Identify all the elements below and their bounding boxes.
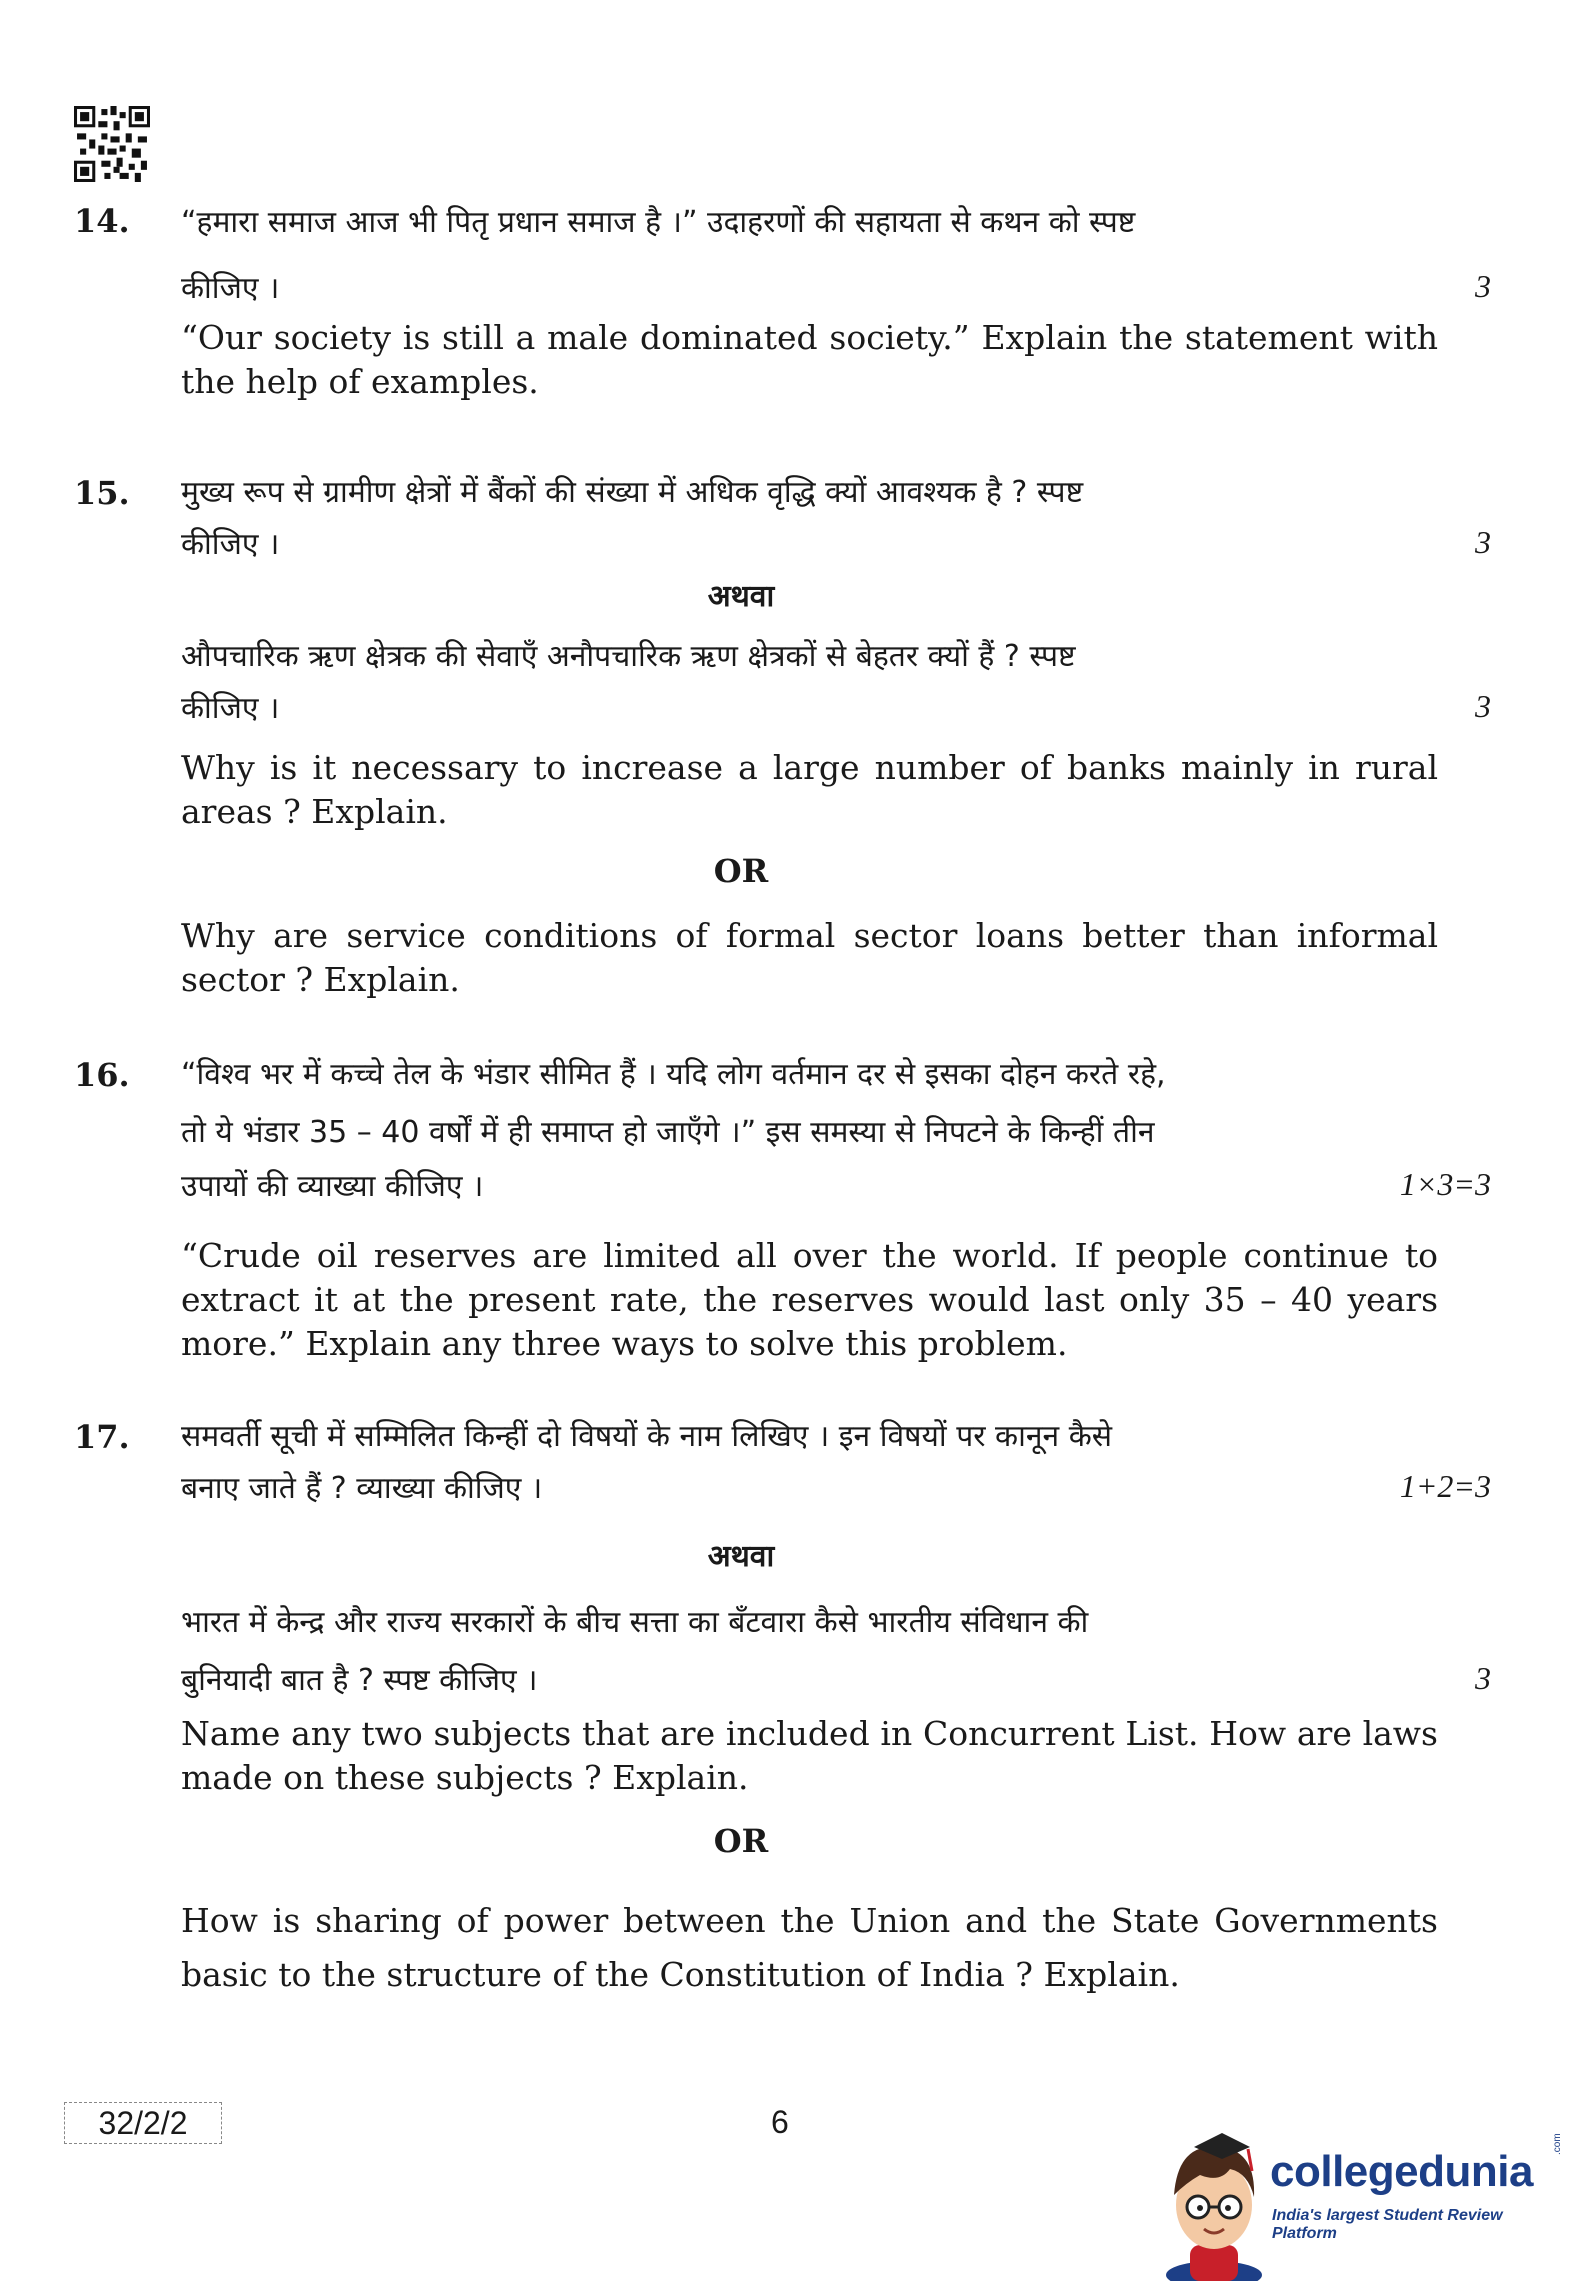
question-hindi-line: “हमारा समाज आज भी पितृ प्रधान समाज है ।” उदाहरणों की सहायता से कथन को स्पष्ट xyxy=(181,205,1136,240)
question-number: 15. xyxy=(74,474,130,512)
question-hindi-line: कीजिए । xyxy=(181,271,280,306)
or-divider: OR xyxy=(713,1822,769,1860)
question-english-text: Why is it necessary to increase a large number of banks mainly in rural areas ? Explain. xyxy=(181,748,1438,831)
or-divider-hindi: अथवा xyxy=(707,1539,775,1574)
question-hindi-line: कीजिए । xyxy=(181,527,280,562)
question-number: 14. xyxy=(74,202,130,240)
question-english-text: “Our society is still a male dominated society.” Explain the statement with the help of examples. xyxy=(181,318,1438,401)
student-mascot-icon xyxy=(1160,2125,1268,2281)
or-divider: OR xyxy=(713,852,769,890)
question-hindi-line: बनाए जाते हैं ? व्याख्या कीजिए । xyxy=(181,1471,543,1506)
marks-label: 3 xyxy=(1475,688,1491,724)
page-number: 6 xyxy=(771,2104,789,2140)
qr-code-icon xyxy=(74,106,150,182)
question-number: 16. xyxy=(74,1056,130,1094)
question-english-text: “Crude oil reserves are limited all over the world. If people continue to extract it at the present rate, the reserves would last only 35 – 40 years more.” Explain any three ways to solve this problem. xyxy=(181,1236,1438,1363)
collegedunia-tagline: India's largest Student Review Platform xyxy=(1272,2207,1503,2242)
question-english-text: Name any two subjects that are included in Concurrent List. How are laws made on these subjects ? Explain. xyxy=(181,1714,1438,1797)
question-hindi-line: “विश्व भर में कच्चे तेल के भंडार सीमित हैं । यदि लोग वर्तमान दर से इसका दोहन करते रहे, xyxy=(181,1057,1166,1092)
question-hindi-line: कीजिए । xyxy=(181,691,280,726)
marks-label: 3 xyxy=(1475,1660,1491,1696)
marks-label: 1×3=3 xyxy=(1399,1166,1491,1202)
question-hindi-line: मुख्य रूप से ग्रामीण क्षेत्रों में बैंकों की संख्या में अधिक वृद्धि क्यों आवश्यक है ? स्पष्ट xyxy=(181,475,1084,510)
paper-code: 32/2/2 xyxy=(98,2105,188,2141)
question-hindi-line: औपचारिक ऋण क्षेत्रक की सेवाएँ अनौपचारिक ऋण क्षेत्रकों से बेहतर क्यों हैं ? स्पष्ट xyxy=(181,639,1076,674)
question-hindi-line: भारत में केन्द्र और राज्य सरकारों के बीच सत्ता का बँटवारा कैसे भारतीय संविधान की xyxy=(181,1605,1089,1640)
marks-label: 3 xyxy=(1475,268,1491,304)
question-number: 17. xyxy=(74,1418,130,1456)
collegedunia-domain-suffix: .com xyxy=(1552,2133,1563,2155)
question-hindi-line: उपायों की व्याख्या कीजिए । xyxy=(181,1169,484,1204)
paper-code-box xyxy=(64,2102,222,2144)
marks-label: 1+2=3 xyxy=(1399,1468,1491,1504)
collegedunia-watermark xyxy=(1160,2125,1571,2281)
question-english-text: How is sharing of power between the Union and the State Governments basic to the structure of the Constitution of India ? Explain. xyxy=(181,1901,1438,1994)
question-hindi-line: समवर्ती सूची में सम्मिलित किन्हीं दो विषयों के नाम लिखिए । इन विषयों पर कानून कैसे xyxy=(181,1419,1113,1454)
collegedunia-logo-text: collegedunia xyxy=(1270,2147,1533,2196)
or-divider-hindi: अथवा xyxy=(707,579,775,614)
question-hindi-line: तो ये भंडार 35 – 40 वर्षों में ही समाप्त हो जाएँगे ।” इस समस्या से निपटने के किन्हीं तीन xyxy=(181,1115,1155,1150)
question-hindi-line: बुनियादी बात है ? स्पष्ट कीजिए । xyxy=(181,1663,538,1698)
question-english-text: Why are service conditions of formal sector loans better than informal sector ? Explain. xyxy=(181,916,1438,999)
marks-label: 3 xyxy=(1475,524,1491,560)
